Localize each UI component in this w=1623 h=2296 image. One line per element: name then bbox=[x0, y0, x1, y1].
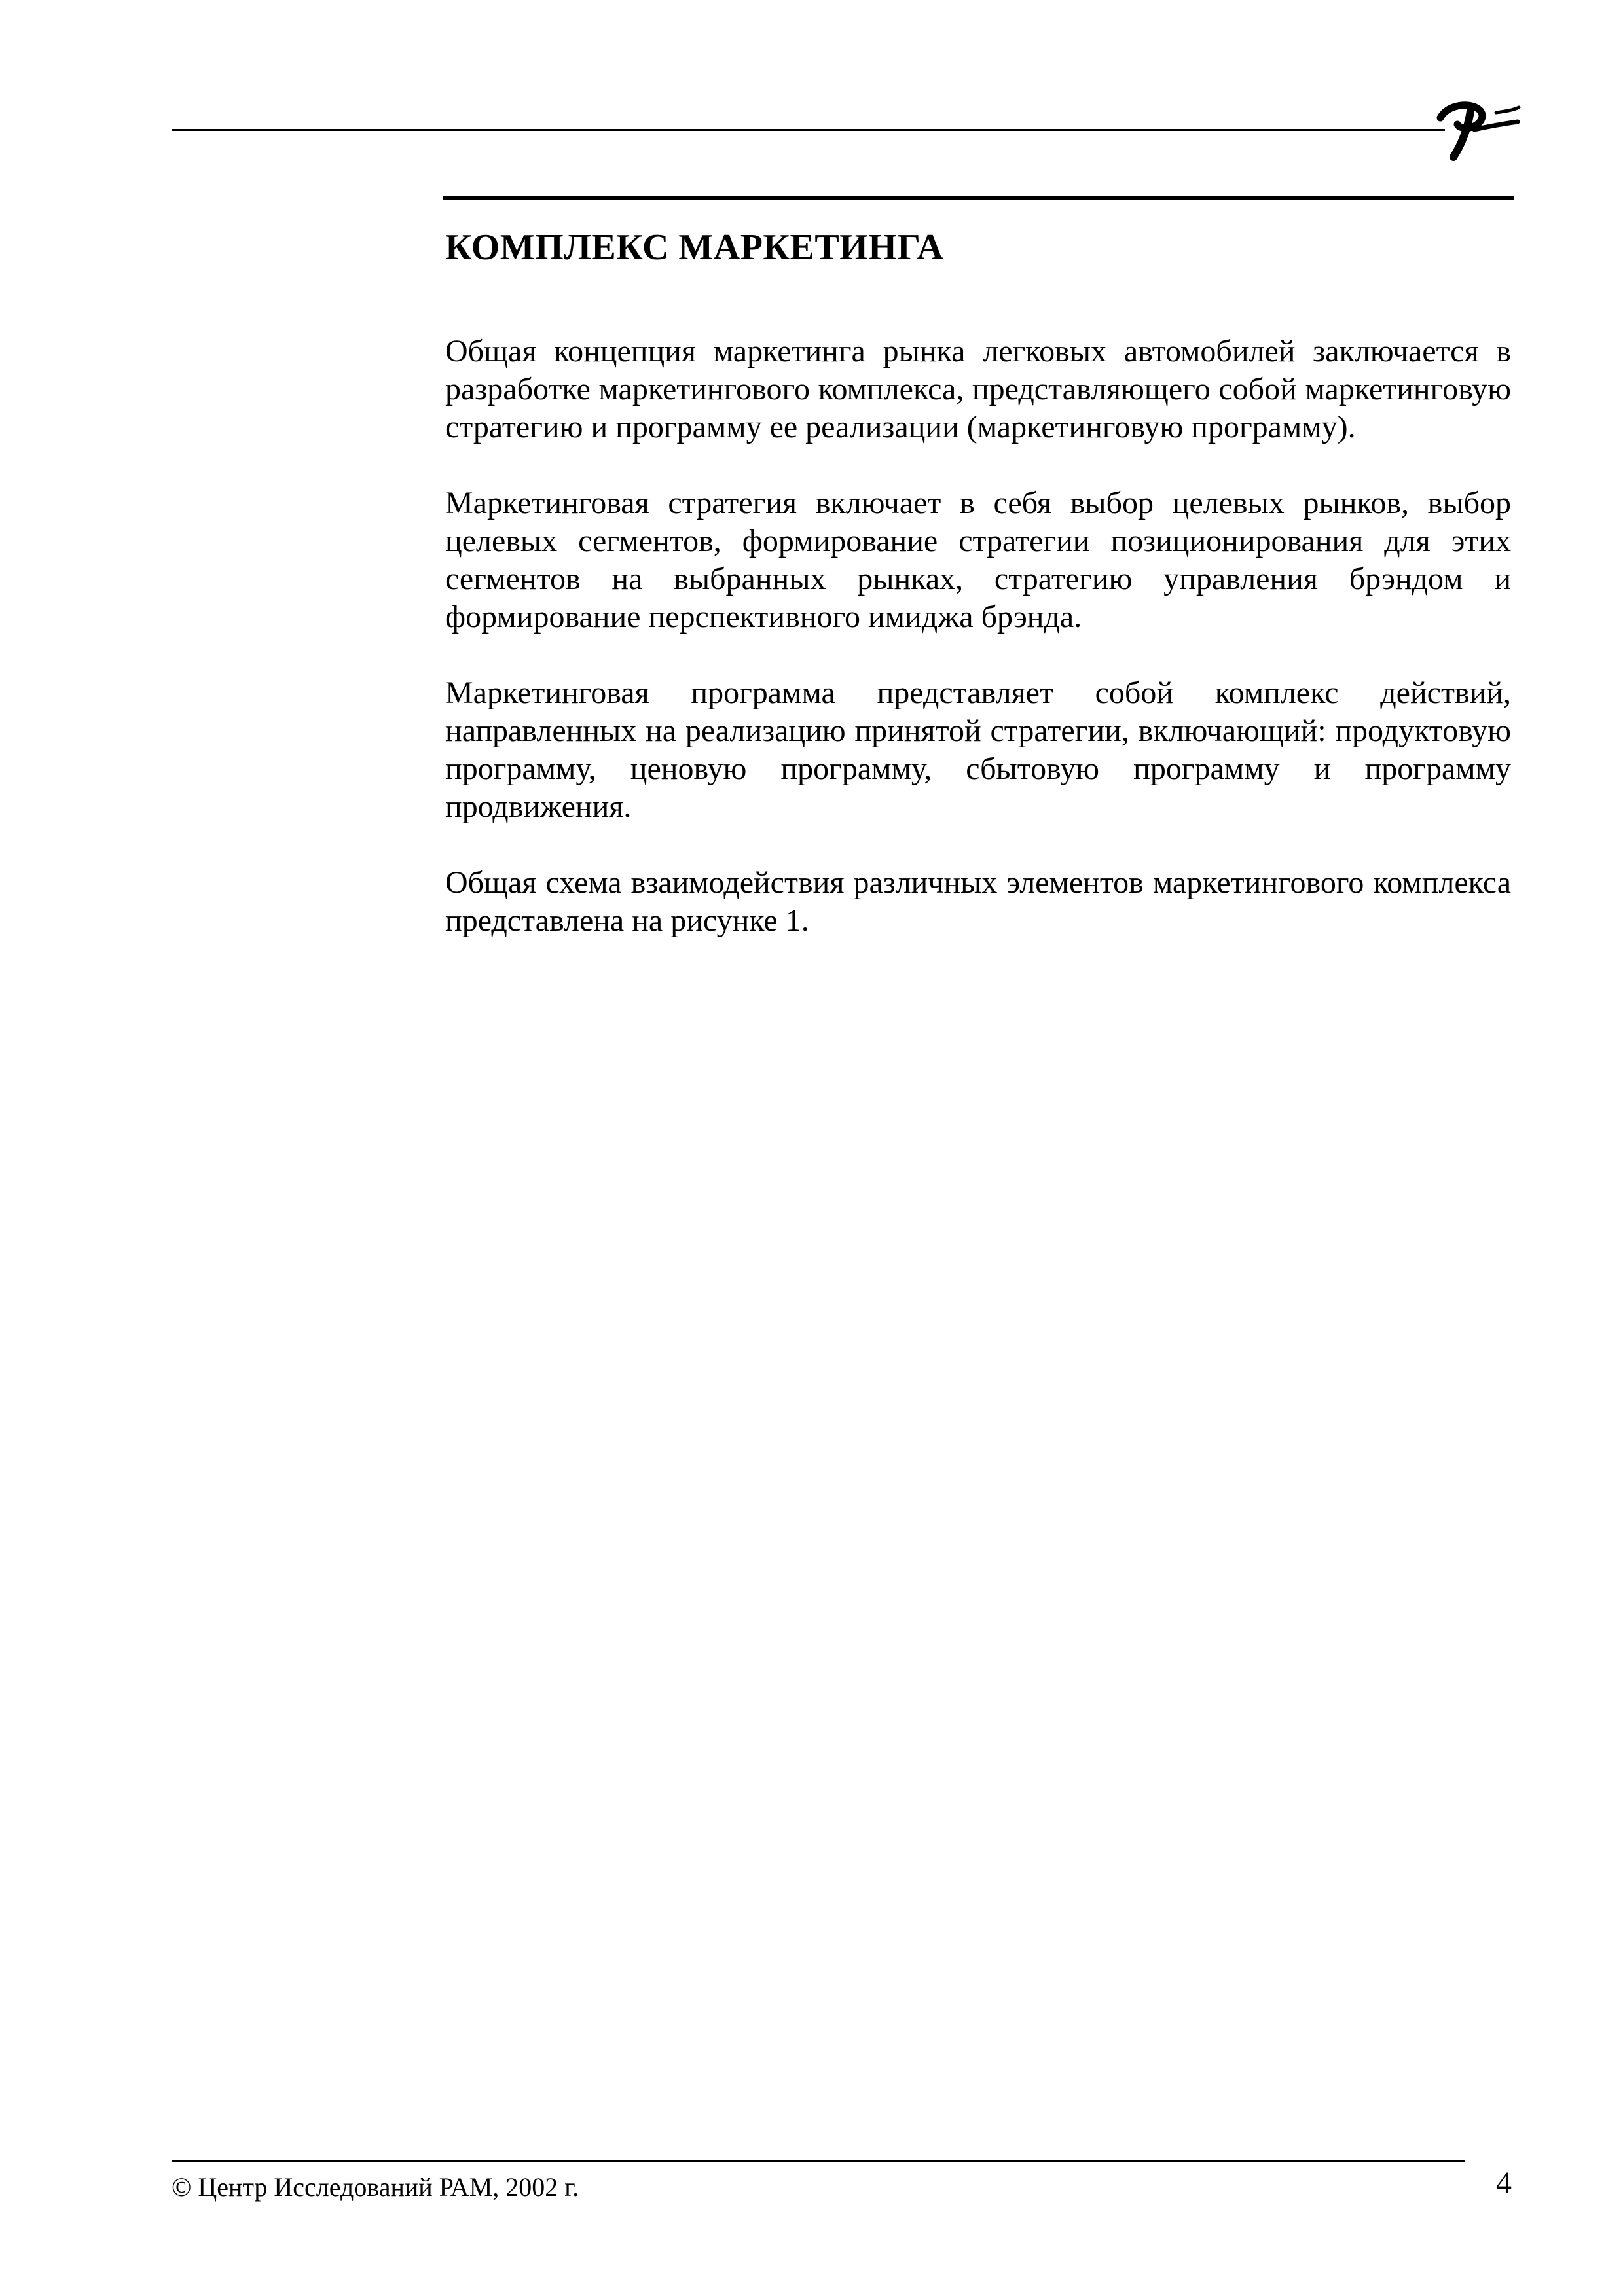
copyright-text: © Центр Исследований РАМ, 2002 г. bbox=[172, 2172, 579, 2202]
section-rule bbox=[443, 196, 1514, 200]
section-title: КОМПЛЕКС МАРКЕТИНГА bbox=[445, 227, 944, 268]
paragraph-program: Маркетинговая программа представляет собой комплекс действий, направленных на реализацию принятой стратегии, включающий: продуктовую программу, ценовую программу, сбытовую программу и программу продвижения. bbox=[445, 675, 1511, 824]
paragraph-scheme: Общая схема взаимодействия различных элементов маркетингового комплекса представлена на рисунке 1. bbox=[445, 865, 1511, 938]
paragraph-concept: Общая концепция маркетинга рынка легковых автомобилей заключается в разработке маркетингового комплекса, представляющего собой маркетинговую стратегию и программу ее реализации (маркетинговую программу). bbox=[445, 334, 1511, 444]
company-logo-icon bbox=[1434, 98, 1522, 164]
body-text bbox=[445, 332, 1511, 978]
page-number: 4 bbox=[1496, 2166, 1512, 2200]
footer-rule bbox=[172, 2160, 1465, 2162]
header-rule bbox=[172, 129, 1445, 131]
paragraph-strategy: Маркетинговая стратегия включает в себя выбор целевых рынков, выбор целевых сегментов, формирование стратегии позиционирования для этих сегментов на выбранных рынках, стратегию управления брэндом и формирование перспективного имиджа брэнда. bbox=[445, 486, 1511, 634]
